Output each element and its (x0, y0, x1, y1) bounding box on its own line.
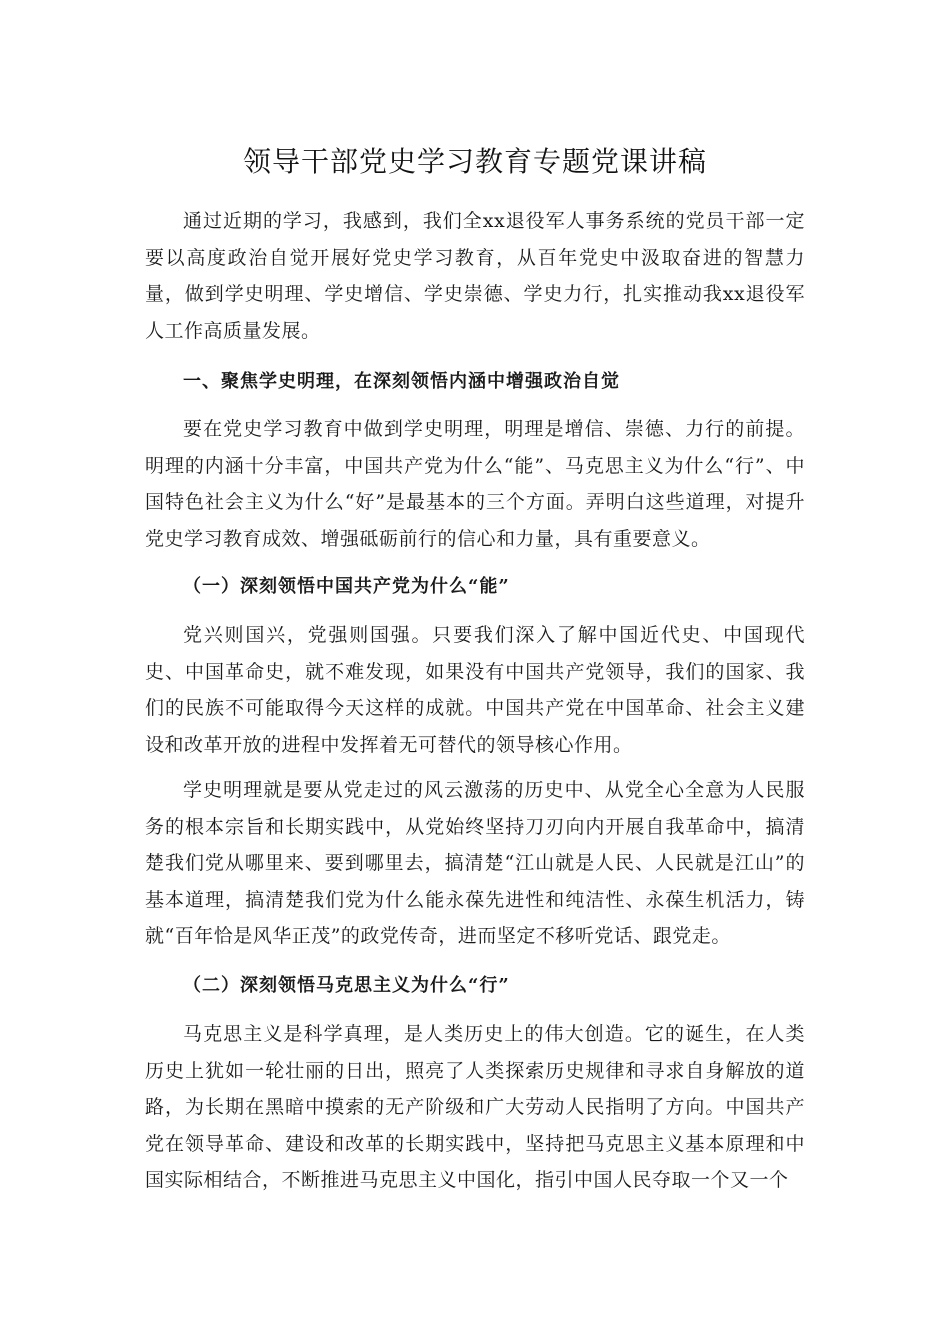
section1-heading-block (145, 364, 805, 400)
section1-paragraph: 要在党史学习教育中做到学史明理，明理是增信、崇德、力行的前提。明理的内涵十分丰富，中国共产党为什么“能”、马克思主义为什么“行”、中国特色社会主义为什么“好”是最基本的三个方面。弄明白这些道理，对提升党史学习教育成效、增强砥砺前行的信心和力量，具有重要意义。 (145, 418, 805, 550)
sub1-para2-block (145, 772, 805, 955)
sub2-paragraph-1: 马克思主义是科学真理，是人类历史上的伟大创造。它的诞生，在人类历史上犹如一轮壮丽的日出，照亮了人类探索历史规律和寻求自身解放的道路，为长期在黑暗中摸索的无产阶级和广大劳动人民指明了方向。中国共产党在领导革命、建设和改革的长期实践中，坚持把马克思主义基本原理和中国实际相结合，不断推进马克思主义中国化，指引中国人民夺取一个又一个 (145, 1023, 805, 1191)
intro-block (145, 203, 805, 349)
document-title: 领导干部党史学习教育专题党课讲稿 (242, 145, 707, 178)
sub2-para1-block (145, 1016, 805, 1199)
sub2-heading-block (145, 968, 805, 1004)
sub1-paragraph-1: 党兴则国兴，党强则国强。只要我们深入了解中国近代史、中国现代史、中国革命史，就不难发现，如果没有中国共产党领导，我们的国家、我们的民族不可能取得今天这样的成就。中国共产党在中国革命、社会主义建设和改革开放的进程中发挥着无可替代的领导核心作用。 (145, 624, 805, 756)
sub1-paragraph-2: 学史明理就是要从党走过的风云激荡的历史中、从党全心全意为人民服务的根本宗旨和长期实践中，从党始终坚持刀刃向内开展自我革命中，搞清楚我们党从哪里来、要到哪里去，搞清楚“江山就是人民、人民就是江山”的基本道理，搞清楚我们党为什么能永葆先进性和纯洁性、永葆生机活力，铸就“百年恰是风华正茂”的政党传奇，进而坚定不移听党话、跟党走。 (145, 779, 805, 947)
section1-heading: 一、聚焦学史明理，在深刻领悟内涵中增强政治自觉 (183, 371, 620, 392)
sub1-heading-block (145, 569, 805, 605)
sub1-para1-block (145, 617, 805, 763)
section1-block (145, 411, 805, 557)
intro-paragraph: 通过近期的学习，我感到，我们全xx退役军人事务系统的党员干部一定要以高度政治自觉开展好党史学习教育，从百年党史中汲取奋进的智慧力量，做到学史明理、学史增信、学史崇德、学史力行，扎实推动我xx退役军人工作高质量发展。 (145, 210, 805, 342)
sub1-heading: （一）深刻领悟中国共产党为什么“能” (183, 576, 510, 597)
sub2-heading: （二）深刻领悟马克思主义为什么“行” (183, 975, 510, 996)
